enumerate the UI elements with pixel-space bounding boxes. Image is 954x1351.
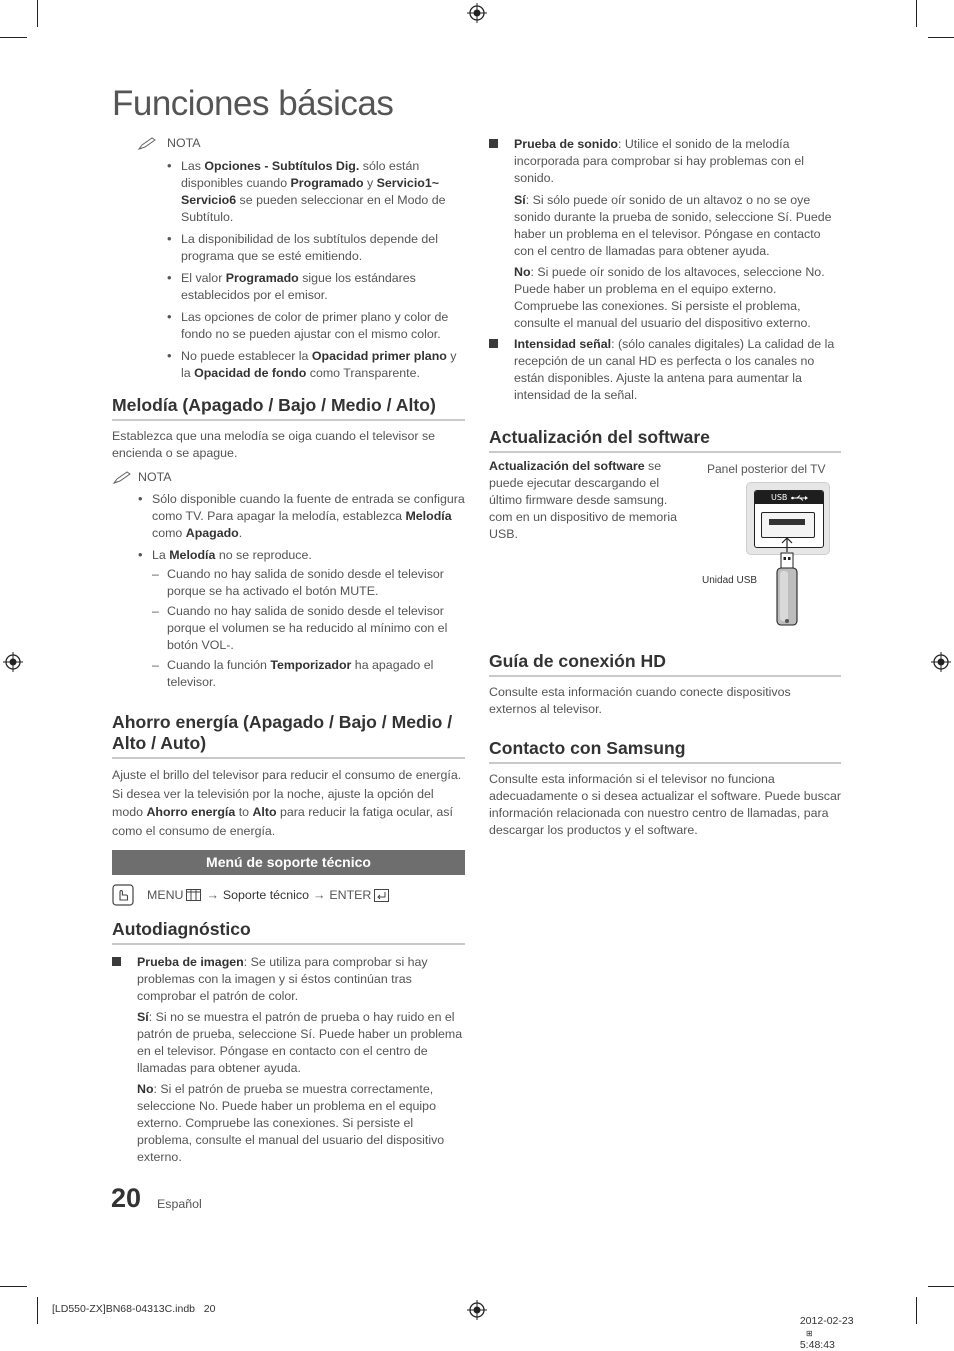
test-title: Intensidad señal bbox=[514, 337, 612, 351]
menu-path-item: Soporte técnico bbox=[222, 887, 309, 902]
crop-mark bbox=[0, 37, 27, 38]
actualizacion-text bbox=[489, 458, 694, 543]
crop-mark bbox=[916, 1297, 917, 1324]
section-intro: Establezca que una melodía se oiga cuando el televisor se encienda o se apague. bbox=[112, 429, 436, 460]
crop-mark bbox=[37, 0, 38, 27]
menu-path bbox=[112, 883, 465, 907]
usb-drive-label: Unidad USB bbox=[702, 575, 758, 586]
test-item bbox=[489, 336, 841, 404]
section-heading: Ahorro energía (Apagado / Bajo / Medio / Alto / Auto) bbox=[112, 712, 465, 759]
registration-mark-icon bbox=[467, 1300, 487, 1320]
crop-mark bbox=[928, 37, 954, 38]
dash-item: – Cuando no hay salida de sonido desde el televisor porque el volumen se ha reducido al mínimo con el botón VOL-. bbox=[152, 603, 465, 654]
footer-date: 2012-02-23 bbox=[799, 1315, 854, 1327]
footer-file: [LD550-ZX]BN68-04313C.indb 20 bbox=[52, 1303, 216, 1315]
registration-mark-icon bbox=[3, 652, 23, 672]
footer-time-glyph: ⊞ bbox=[805, 1329, 813, 1338]
actualizacion-section bbox=[489, 427, 841, 453]
section-paragraph: Ajuste el brillo del televisor para reducir el consumo de energía. Si desea ver la televisión por la noche, ajuste la opción del modo Ahorro energía to Alto para reducir la fatiga ocular, así como el consumo de energía. bbox=[112, 768, 462, 838]
melodia-section bbox=[112, 395, 465, 694]
menu-grid-icon bbox=[186, 889, 201, 901]
note-label: NOTA bbox=[138, 470, 172, 484]
footer-time: 5:48:43 bbox=[799, 1339, 835, 1351]
enter-icon bbox=[374, 889, 389, 902]
square-bullet-icon bbox=[112, 957, 121, 966]
option-text: : Si puede oír sonido de los altavoces, seleccione No. Puede haber un problema en el equipo externo. Compruebe las conexiones. Si persiste el problema, consulte el manual del usuario del dispositivo externo. bbox=[514, 265, 825, 330]
test-item bbox=[112, 954, 465, 1166]
square-bullet-icon bbox=[489, 339, 498, 348]
note-item: • La Melodía no se reproduce. bbox=[138, 547, 465, 564]
option-label: No bbox=[514, 265, 531, 279]
usb-symbol-icon bbox=[791, 494, 809, 502]
dash-list bbox=[152, 566, 465, 691]
test-item bbox=[489, 136, 841, 332]
actualizacion-bold: Actualización del software bbox=[489, 459, 645, 473]
page-title: Funciones básicas bbox=[112, 84, 394, 123]
usb-port-header bbox=[755, 491, 823, 504]
option-text: : Si el patrón de prueba se muestra correctamente, seleccione No. Puede haber un problema en el equipo externo. Compruebe las conexiones. Si persiste el problema, consulte el manual del usuario del dispositivo externo. bbox=[137, 1082, 445, 1164]
actualizacion-body: se puede ejecutar descargando el último firmware desde samsung. com en un dispositivo de memoria USB. bbox=[489, 459, 678, 541]
note-item: • El valor Programado sigue los estándares establecidos por el emisor. bbox=[167, 270, 467, 304]
note-label: NOTA bbox=[167, 136, 201, 150]
note-item: • No puede establecer la Opacidad primer plano y la Opacidad de fondo como Transparente. bbox=[167, 348, 467, 382]
note-item: • La disponibilidad de los subtítulos depende del programa que se esté emitiendo. bbox=[167, 231, 467, 265]
option-label: Sí bbox=[137, 1010, 149, 1024]
dash-item: – Cuando no hay salida de sonido desde el televisor porque se ha activado el botón MUTE. bbox=[152, 566, 465, 600]
panel-label: Panel posterior del TV bbox=[707, 462, 826, 476]
page-language: Español bbox=[157, 1197, 202, 1211]
option-text: : Si no se muestra el patrón de prueba o hay ruido en el patrón de prueba, seleccione Sí. Puede haber un problema en el televisor. Póngase en contacto con el centro de llamadas para obtener ayuda. bbox=[137, 1010, 463, 1075]
test-text: : Se utiliza para comprobar si hay problemas con la imagen y si éstos continúan tras comprobar el patrón de color. bbox=[137, 955, 428, 1003]
note-header bbox=[112, 469, 465, 486]
note-item: • Las Opciones - Subtítulos Dig. sólo están disponibles cuando Programado y Servicio1~ Servicio6 se pueden seleccionar en el Modo de Subtítulo. bbox=[167, 158, 467, 226]
registration-mark-icon bbox=[467, 3, 487, 23]
note-header bbox=[137, 135, 467, 152]
page-number: 20 bbox=[111, 1183, 142, 1213]
menu-path-arrow: → bbox=[206, 887, 219, 902]
menu-path-menu: MENU bbox=[147, 887, 184, 902]
crop-mark bbox=[916, 0, 917, 27]
usb-drive-icon bbox=[770, 538, 804, 628]
test-title: Prueba de imagen bbox=[137, 955, 244, 969]
test-title: Prueba de sonido bbox=[514, 137, 618, 151]
menu-path-arrow: → bbox=[312, 887, 326, 902]
menu-path-enter: ENTER bbox=[329, 887, 372, 902]
section-heading: Autodiagnóstico bbox=[112, 919, 465, 945]
sonido-test bbox=[489, 136, 841, 404]
option-label: No bbox=[137, 1082, 154, 1096]
section-paragraph: Consulte esta información si el televisor no funciona adecuadamente o si desea actualizar el software. Puede buscar información relacionada con nuestro centro de llamadas, para descargar los productos y el software. bbox=[489, 772, 841, 837]
note-item: • Sólo disponible cuando la fuente de entrada se configura como TV. Para apagar la melodía, establezca Melodía como Apagado. bbox=[138, 491, 465, 542]
section-heading: Guía de conexión HD bbox=[489, 651, 841, 677]
guia-section bbox=[489, 651, 841, 718]
note-block bbox=[137, 135, 467, 387]
crop-mark bbox=[928, 1286, 954, 1287]
ahorro-section bbox=[112, 712, 465, 840]
pencil-note-icon bbox=[137, 137, 157, 151]
registration-mark-icon bbox=[931, 652, 951, 672]
note-list bbox=[167, 158, 467, 382]
note-item: • Las opciones de color de primer plano y color de fondo no se pueden ajustar con el mismo color. bbox=[167, 309, 467, 343]
pencil-note-icon bbox=[112, 471, 132, 485]
contacto-section bbox=[489, 738, 841, 839]
crop-mark bbox=[0, 1286, 27, 1287]
support-menu-bar: Menú de soporte técnico bbox=[112, 850, 465, 875]
section-heading: Actualización del software bbox=[489, 427, 841, 453]
dash-item: – Cuando la función Temporizador ha apagado el televisor. bbox=[152, 657, 465, 691]
test-text: : (sólo canales digitales) La calidad de la recepción de un canal HD es perfecta o los canales no están disponibles. Ajuste la antena para aumentar la intensidad de la señal. bbox=[514, 337, 835, 402]
note-list bbox=[138, 491, 465, 564]
option-text: : Si sólo puede oír sonido de un altavoz o no se oye sonido durante la prueba de sonido, seleccione Sí. Puede haber un problema en el televisor. Póngase en contacto con el centro de llamadas para obtener ayuda. bbox=[514, 193, 832, 258]
section-heading: Contacto con Samsung bbox=[489, 738, 841, 764]
usb-port-label: USB bbox=[771, 493, 788, 502]
footer-timestamp bbox=[794, 1303, 854, 1351]
option-label: Sí bbox=[514, 193, 526, 207]
test-text: : Utilice el sonido de la melodía incorporada para comprobar si hay problemas con el sonido. bbox=[514, 137, 804, 185]
square-bullet-icon bbox=[489, 139, 498, 148]
autodiag-section bbox=[112, 919, 465, 1166]
remote-hand-icon bbox=[112, 884, 134, 906]
usb-socket bbox=[761, 512, 815, 538]
usb-socket-tongue bbox=[769, 519, 805, 525]
section-paragraph: Consulte esta información cuando conecte dispositivos externos al televisor. bbox=[489, 685, 791, 716]
crop-mark bbox=[37, 1297, 38, 1324]
section-heading: Melodía (Apagado / Bajo / Medio / Alto) bbox=[112, 395, 465, 421]
